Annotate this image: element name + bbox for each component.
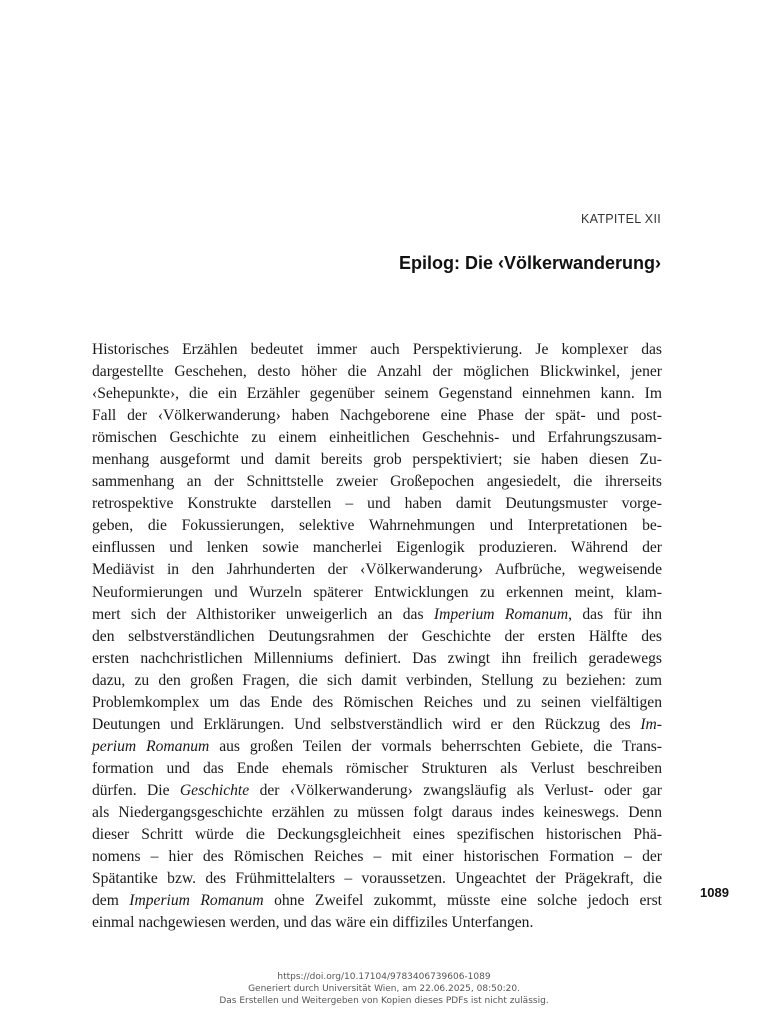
- text-segment: aus großen Teilen der vormals beherrschten Gebiete, die Trans-: [209, 737, 663, 755]
- text-segment: dieser Schritt würde die Deckungsgleichheit eines spezifischen historischen Phä-: [92, 826, 662, 844]
- text-segment: formation und das Ende ehemals römischer Strukturen als Verlust beschreiben: [92, 759, 662, 777]
- text-line: [92, 493, 662, 515]
- text-line: [92, 339, 662, 361]
- text-segment: mert sich der Althistoriker unweigerlich an das: [92, 605, 434, 623]
- text-segment: Fall der ‹Völkerwanderung› haben Nachgeborene eine Phase der spät- und post-: [92, 407, 662, 425]
- text-line: [92, 537, 662, 559]
- text-segment: römischen Geschichte zu einem einheitlichen Geschehnis- und Erfahrungszusam-: [92, 429, 662, 447]
- text-segment: einmal nachgewiesen werden, und das wäre ein diffiziles Unterfangen.: [92, 914, 534, 932]
- text-line: [92, 912, 662, 934]
- text-line: [92, 559, 662, 581]
- text-segment: einflussen und lenken sowie mancherlei Eigenlogik produzieren. Während der: [92, 539, 662, 557]
- text-segment: Deutungen und Erklärungen. Und selbstverständlich wird er den Rückzug des: [92, 715, 641, 733]
- text-line: [92, 890, 662, 912]
- text-line: [92, 780, 662, 802]
- text-segment: dürfen. Die: [92, 781, 180, 799]
- italic-text: Im-: [640, 715, 662, 733]
- italic-text: Imperium Romanum: [129, 892, 264, 910]
- text-segment: geben, die Fokussierungen, selektive Wahrnehmungen und Interpretationen be-: [92, 517, 662, 535]
- text-line: [92, 383, 662, 405]
- text-segment: , das für ihn: [568, 605, 662, 623]
- text-line: [92, 582, 662, 604]
- footer-notice: Das Erstellen und Weitergeben von Kopien dieses PDFs ist nicht zulässig.: [219, 996, 549, 1006]
- text-line: [92, 626, 662, 648]
- chapter-title: Epilog: Die ‹Völkerwanderung›: [398, 253, 661, 273]
- text-segment: Mediävist in den Jahrhunderten der ‹Völkerwanderung› Aufbrüche, wegweisende: [92, 561, 662, 579]
- italic-text: Geschichte: [179, 781, 250, 799]
- text-segment: ‹Sehepunkte›, die ein Erzähler gegenüber seinem Gegenstand einnehmen kann. Im: [92, 385, 662, 403]
- text-segment: sammenhang an der Schnittstelle zweier Großepochen angesiedelt, die ihrerseits: [92, 473, 662, 491]
- italic-text: perium Romanum: [92, 737, 210, 755]
- text-line: [92, 802, 662, 824]
- text-segment: ersten nachchristlichen Millenniums definiert. Das zwingt ihn freilich geradewegs: [92, 649, 662, 667]
- text-segment: als Niedergangsgeschichte erzählen zu müssen folgt daraus indes keineswegs. Denn: [92, 803, 662, 821]
- italic-text: Imperium Romanum: [433, 605, 569, 623]
- text-segment: den selbstverständlichen Deutungsrahmen der Geschichte der ersten Hälfte des: [92, 627, 662, 645]
- text-line: [92, 868, 662, 890]
- text-line: [92, 515, 662, 537]
- text-line: [92, 846, 662, 868]
- body-text: [92, 339, 662, 934]
- text-line: [92, 736, 662, 758]
- text-line: [92, 405, 662, 427]
- text-segment: Spätantike bzw. des Frühmittelalters – voraussetzen. Ungeachtet der Prägekraft, die: [92, 870, 662, 888]
- text-segment: retrospektive Konstrukte darstellen – und haben damit Deutungsmuster vorge-: [92, 495, 662, 513]
- text-segment: Neuformierungen und Wurzeln späterer Entwicklungen zu erkennen meint, klam-: [92, 583, 662, 601]
- text-line: [92, 449, 662, 471]
- text-segment: nomens – hier des Römischen Reiches – mit einer historischen Formation – der: [92, 848, 662, 866]
- text-line: [92, 692, 662, 714]
- chapter-label: KATPITEL XII: [580, 212, 661, 226]
- text-line: [92, 714, 662, 736]
- footer-doi: https://doi.org/10.17104/9783406739606-1089: [277, 972, 491, 982]
- text-segment: dargestellte Geschehen, desto höher die Anzahl der möglichen Blickwinkel, jener: [92, 363, 662, 381]
- text-line: [92, 648, 662, 670]
- page-number: 1089: [700, 885, 729, 900]
- text-segment: dem: [92, 892, 130, 910]
- text-line: [92, 670, 662, 692]
- text-line: [92, 758, 662, 780]
- text-segment: Problemkomplex um das Ende des Römischen Reiches und zu seinen vielfältigen: [92, 693, 662, 711]
- text-line: [92, 824, 662, 846]
- text-segment: Historisches Erzählen bedeutet immer auch Perspektivierung. Je komplexer das: [92, 341, 662, 358]
- footer: [0, 971, 768, 1007]
- text-line: [92, 604, 662, 626]
- footer-generated: Generiert durch Universität Wien, am 22.06.2025, 08:50:20.: [248, 984, 520, 994]
- text-segment: dazu, zu den großen Fragen, die sich damit verbinden, Stellung zu beziehen: zum: [92, 671, 662, 689]
- text-segment: ohne Zweifel zukommt, müsste eine solche jedoch erst: [263, 892, 663, 910]
- text-line: [92, 427, 662, 449]
- text-segment: der ‹Völkerwanderung› zwangsläufig als Verlust- oder gar: [249, 781, 662, 799]
- text-line: [92, 361, 662, 383]
- text-line: [92, 471, 662, 493]
- text-segment: menhang ausgeformt und damit bereits grob perspektiviert; sie haben diesen Zu-: [92, 451, 662, 469]
